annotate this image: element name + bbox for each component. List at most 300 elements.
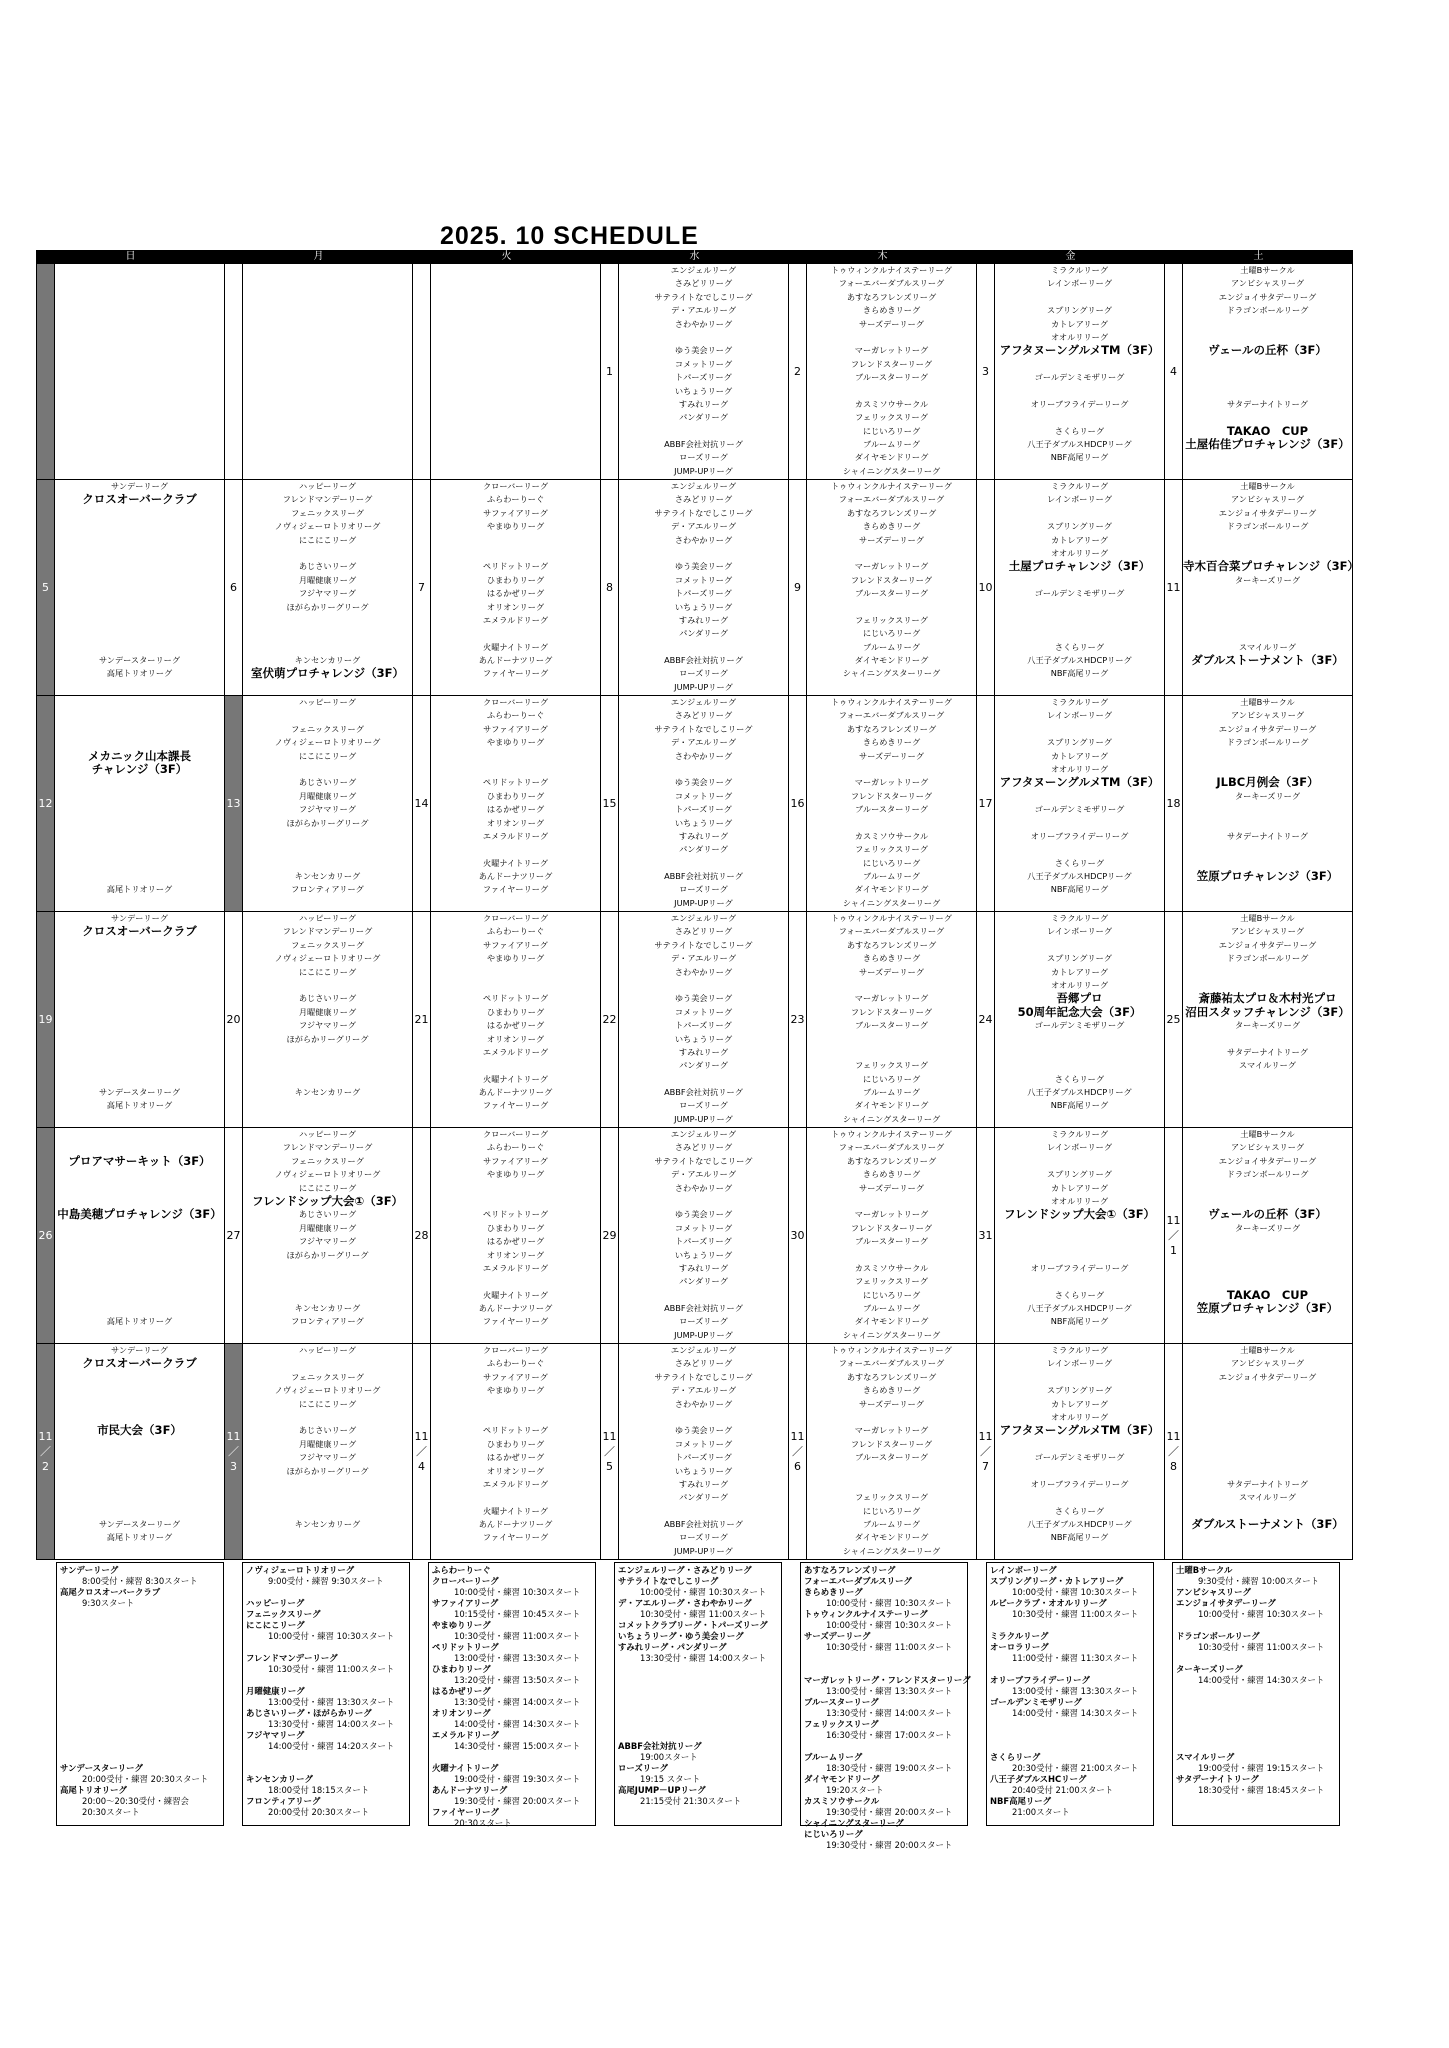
event-item: フレンドマンデーリーグ	[282, 926, 373, 937]
legend-spacer	[246, 1763, 406, 1774]
legend-time: 9:00受付・練習 9:30スタート	[268, 1576, 384, 1586]
event-item: JUMP-UPリーグ	[674, 1113, 733, 1124]
event-item: 八王子ダブルスHDCPリーグ	[1027, 1519, 1132, 1530]
day-number: 22	[601, 912, 619, 1128]
legend-spacer	[60, 1664, 220, 1675]
event-item: ABBF会社対抗リーグ	[664, 1303, 743, 1314]
event-item: ゴールデンミモザリーグ	[1034, 804, 1125, 815]
event-item: オリオンリーグ	[486, 601, 545, 612]
event-item: フレンドスターリーグ	[850, 790, 933, 801]
event-item: エメラルドリーグ	[482, 1478, 549, 1489]
event-item	[1183, 1451, 1352, 1464]
event-item: はるかぜリーグ	[486, 1020, 545, 1031]
event-item	[619, 1289, 788, 1302]
event-item: はるかぜリーグ	[486, 804, 545, 815]
event-item	[1183, 587, 1352, 600]
event-item: 高尾トリオリーグ	[106, 668, 173, 679]
event-item: さくらリーグ	[1054, 1505, 1105, 1516]
event-item: フレンドスターリーグ	[850, 1006, 933, 1017]
event-item: さみどリリーグ	[674, 710, 733, 721]
day-number: 9	[789, 480, 807, 696]
weekday-thu: 木	[789, 251, 977, 264]
event-item	[431, 1195, 600, 1208]
event-item: すみれリーグ	[678, 1478, 729, 1489]
event-item: フォーエバーダブルスリーグ	[838, 710, 945, 721]
event-highlight: クロスオーバークラブ	[82, 492, 197, 507]
event-item	[243, 1073, 412, 1086]
legend-time: 14:00受付・練習 14:30スタート	[454, 1719, 581, 1729]
legend-league-name: にこにこリーグ	[246, 1620, 305, 1630]
event-highlight: TAKAO CUP	[1226, 423, 1309, 438]
event-item: ハッピーリーグ	[299, 481, 356, 491]
event-item: ローズリーグ	[679, 668, 728, 679]
event-item: にじいろリーグ	[862, 628, 921, 639]
event-item: サーズデーリーグ	[859, 750, 924, 761]
legend-time: 13:00受付・練習 13:30スタート	[1012, 1686, 1139, 1696]
event-item	[995, 1371, 1164, 1384]
event-item: アンビシャスリーグ	[1230, 1358, 1305, 1369]
event-item: すみれリーグ	[678, 1262, 729, 1273]
day-cell	[243, 1344, 413, 1560]
event-item: フジヤマリーグ	[299, 1020, 356, 1031]
legend-league-name: はるかぜリーグ	[432, 1686, 491, 1696]
event-item	[995, 723, 1164, 736]
event-item	[1183, 966, 1352, 979]
legend-spacer	[1176, 1719, 1336, 1730]
event-item	[1183, 318, 1352, 331]
event-item	[995, 574, 1164, 587]
event-item: フレンドマンデーリーグ	[282, 1142, 373, 1153]
event-item: フレンドマンデーリーグ	[282, 494, 373, 505]
event-item	[55, 1465, 224, 1478]
event-item: ローズリーグ	[679, 884, 728, 895]
event-item	[1183, 1465, 1352, 1478]
event-highlight: 沼田スタッフチャレンジ（3F）	[1185, 1004, 1350, 1019]
event-item	[55, 843, 224, 856]
event-item: さわやかリーグ	[674, 1182, 733, 1193]
event-item	[55, 1128, 224, 1141]
event-item: パンダリーグ	[679, 412, 728, 423]
event-item: サタデーナイトリーグ	[1227, 1478, 1308, 1489]
event-item	[243, 641, 412, 654]
event-item	[55, 1073, 224, 1086]
event-item: アンビシャスリーグ	[1230, 278, 1305, 289]
event-item: レインボーリーグ	[1046, 926, 1113, 937]
event-highlight: ヴェールの丘杯（3F）	[1208, 1207, 1327, 1222]
legend-league-name: いちょうリーグ・ゆう美会リーグ	[618, 1631, 744, 1641]
event-item	[1183, 979, 1352, 992]
legend-box	[800, 1562, 971, 1850]
event-item: ミラクルリーグ	[1050, 481, 1109, 491]
event-item	[243, 1411, 412, 1424]
day-cell	[55, 1344, 225, 1560]
legend-time: 19:15 スタート	[640, 1774, 701, 1784]
event-item	[431, 1411, 600, 1424]
day-cell	[1183, 912, 1353, 1128]
legend-time: 11:00受付・練習 11:30スタート	[1012, 1653, 1139, 1663]
event-item: ブルースターリーグ	[855, 372, 928, 383]
event-item: いちょうリーグ	[674, 1465, 733, 1476]
event-item: きらめきリーグ	[862, 1385, 921, 1396]
event-item: オリーブフライデーリーグ	[1030, 830, 1129, 841]
event-item: やまゆりリーグ	[486, 521, 545, 532]
event-item: フジヤマリーグ	[299, 1236, 356, 1247]
event-item	[55, 1195, 224, 1208]
event-item: にこにこリーグ	[298, 1398, 357, 1409]
day-number: 15	[601, 696, 619, 912]
legend-spacer	[990, 1730, 1150, 1741]
event-item: さみどリリーグ	[674, 1142, 733, 1153]
event-highlight: アフタヌーングルメTM（3F）	[999, 775, 1160, 790]
legend-spacer	[246, 1752, 406, 1763]
event-item: ハッピーリーグ	[299, 697, 356, 707]
event-item	[619, 641, 788, 654]
event-item: 八王子ダブルスHDCPリーグ	[1027, 1303, 1132, 1314]
event-item	[243, 830, 412, 843]
event-item: 土曜Bサークル	[1240, 913, 1295, 923]
legend-spacer	[60, 1708, 220, 1719]
event-item: サンデーリーグ	[111, 481, 168, 491]
event-item: エンジェルリーグ	[670, 913, 737, 923]
legend-league-name: 高尾クロスオーバークラブ	[60, 1587, 161, 1597]
legend-spacer	[246, 1587, 406, 1598]
legend-league-name: さくらリーグ	[990, 1752, 1041, 1762]
event-item: はるかぜリーグ	[486, 1236, 545, 1247]
legend-league-name: ゴールデンミモザリーグ	[990, 1697, 1082, 1707]
event-item	[55, 966, 224, 979]
day-number	[37, 264, 55, 480]
event-item	[55, 1478, 224, 1491]
day-cell	[807, 1344, 977, 1560]
event-item: ABBF会社対抗リーグ	[664, 655, 743, 666]
event-item: サファイアリーグ	[483, 1371, 548, 1382]
event-item	[995, 1046, 1164, 1059]
legend-league-name: ハッピーリーグ	[246, 1598, 305, 1608]
event-item: JUMP-UPリーグ	[674, 681, 733, 692]
event-item: いちょうリーグ	[674, 385, 733, 396]
legend-league-name: デ・アエルリーグ・さわやかリーグ	[618, 1598, 752, 1608]
event-item	[995, 1059, 1164, 1072]
event-item	[995, 790, 1164, 803]
day-number: 1	[601, 264, 619, 480]
event-item: NBF高尾リーグ	[1050, 668, 1109, 679]
event-highlight: 笠原プロチャレンジ（3F）	[1196, 1301, 1339, 1316]
event-item	[431, 966, 600, 979]
event-item	[807, 1411, 976, 1424]
legend-spacer	[60, 1631, 220, 1642]
day-cell	[431, 1344, 601, 1560]
event-item	[55, 1046, 224, 1059]
event-item	[995, 601, 1164, 614]
event-item: ほがらかリーグリーグ	[286, 1465, 369, 1476]
day-cell	[995, 1344, 1165, 1560]
event-item: カスミソウサークル	[854, 1262, 929, 1273]
event-item	[619, 1505, 788, 1518]
event-item: JUMP-UPリーグ	[674, 897, 733, 908]
event-item: エメラルドリーグ	[482, 830, 549, 841]
event-item	[995, 1222, 1164, 1235]
event-item: あじさいリーグ	[298, 1209, 357, 1220]
legend-spacer	[804, 1653, 964, 1664]
day-cell	[995, 912, 1165, 1128]
legend-league-name: ABBF会社対抗リーグ	[618, 1741, 702, 1751]
event-item	[55, 1262, 224, 1275]
legend-time: 19:20スタート	[826, 1785, 884, 1795]
event-item: デ・アエルリーグ	[670, 1385, 737, 1396]
event-item: フォーエバーダブルスリーグ	[838, 494, 945, 505]
legend-league-name: すみれリーグ・パンダリーグ	[618, 1642, 727, 1652]
day-cell	[1183, 1128, 1353, 1344]
legend-league-name: ノヴィジェーロトリオリーグ	[246, 1565, 355, 1575]
event-item: ABBF会社対抗リーグ	[664, 1519, 743, 1530]
event-item: ペリドットリーグ	[482, 1425, 549, 1436]
event-item: ペリドットリーグ	[482, 993, 549, 1004]
event-item: やまゆりリーグ	[486, 1385, 545, 1396]
event-item: サンデーリーグ	[111, 913, 168, 923]
day-number: 7	[413, 480, 431, 696]
event-item: サーズデーリーグ	[859, 966, 924, 977]
event-item	[243, 1505, 412, 1518]
event-item: エンジョイサタデーリーグ	[1218, 939, 1317, 950]
event-item: サファイアリーグ	[483, 723, 548, 734]
day-cell	[619, 480, 789, 696]
event-item: フェリックスリーグ	[855, 1492, 928, 1503]
event-item: エンジェルリーグ	[670, 1345, 737, 1355]
legend-spacer	[432, 1752, 592, 1763]
event-item	[243, 763, 412, 776]
weekday-mon: 月	[225, 251, 413, 264]
event-item: 八王子ダブルスHDCPリーグ	[1027, 1087, 1132, 1098]
event-item: ターキーズリーグ	[1234, 574, 1301, 585]
event-item	[1183, 411, 1352, 424]
day-number: 19	[37, 912, 55, 1128]
event-item: ブルースターリーグ	[855, 1452, 928, 1463]
event-item	[55, 776, 224, 789]
event-item	[1183, 1411, 1352, 1424]
event-item: ハッピーリーグ	[299, 1129, 356, 1139]
day-cell	[431, 912, 601, 1128]
event-item: コメットリーグ	[674, 574, 733, 585]
event-item: カトレアリーグ	[1051, 1182, 1108, 1193]
event-item: ペリドットリーグ	[482, 1209, 549, 1220]
event-highlight: 吾郷プロ	[1056, 991, 1103, 1006]
event-item: サンデーリーグ	[111, 1345, 168, 1355]
event-item: ターキーズリーグ	[1234, 1020, 1301, 1031]
legend-time: 10:00受付・練習 10:30スタート	[268, 1631, 395, 1641]
event-item: にじいろリーグ	[862, 1505, 921, 1516]
event-item	[807, 763, 976, 776]
legend-time: 14:00受付・練習 14:30スタート	[1198, 1675, 1325, 1685]
event-item: ドラゴンボールリーグ	[1226, 953, 1309, 964]
event-item: ミラクルリーグ	[1050, 697, 1109, 707]
event-item: ゴールデンミモザリーグ	[1034, 1020, 1125, 1031]
event-item: レインボーリーグ	[1046, 1142, 1113, 1153]
event-item: 高尾トリオリーグ	[106, 1100, 173, 1111]
event-item	[1183, 1424, 1352, 1437]
event-item	[1183, 601, 1352, 614]
legend-box	[1172, 1562, 1340, 1826]
event-item: ノヴィジェーロトリオリーグ	[274, 1385, 381, 1396]
event-item: マーガレットリーグ	[854, 561, 929, 572]
legend-time: 10:15受付・練習 10:45スタート	[454, 1609, 581, 1619]
event-item: オオルリリーグ	[1050, 979, 1109, 990]
event-item	[55, 1451, 224, 1464]
event-item: 月曜健康リーグ	[298, 790, 357, 801]
legend-box	[614, 1562, 782, 1826]
event-item	[243, 1046, 412, 1059]
legend-league-name: コメットクラブリーグ・トパーズリーグ	[618, 1620, 768, 1630]
event-item: マーガレットリーグ	[854, 993, 929, 1004]
legend-spacer	[60, 1741, 220, 1752]
legend-time: 19:30受付・練習 20:00スタート	[826, 1840, 953, 1850]
event-item: フェニックスリーグ	[291, 507, 364, 518]
legend-spacer	[1176, 1741, 1336, 1752]
event-item	[431, 979, 600, 992]
event-item	[807, 1249, 976, 1262]
event-item: きらめきリーグ	[862, 953, 921, 964]
event-item: エンジェルリーグ	[670, 697, 737, 707]
event-item	[807, 601, 976, 614]
event-item: ブルースターリーグ	[855, 1236, 928, 1247]
event-item: 高尾トリオリーグ	[106, 1316, 173, 1327]
event-item: サーズデーリーグ	[859, 534, 924, 545]
event-item: ブルームリーグ	[863, 1519, 920, 1530]
day-number: 11 ／ 8	[1165, 1344, 1183, 1560]
event-item	[995, 1235, 1164, 1248]
event-item: ローズリーグ	[679, 1316, 728, 1327]
event-item: ファイヤーリーグ	[482, 884, 549, 895]
legend-spacer	[60, 1686, 220, 1697]
legend-league-name: アンビシャスリーグ	[1176, 1587, 1251, 1597]
event-item: 月曜健康リーグ	[298, 1006, 357, 1017]
legend-league-name: ローズリーグ	[618, 1763, 668, 1773]
day-number: 17	[977, 696, 995, 912]
day-cell	[243, 696, 413, 912]
event-item	[243, 843, 412, 856]
event-item: ふらわーりーぐ	[486, 926, 545, 937]
event-item: オリオンリーグ	[486, 1033, 545, 1044]
event-item	[431, 843, 600, 856]
event-item: ふらわーりーぐ	[486, 494, 545, 505]
week-row	[37, 696, 1353, 912]
event-item: パンダリーグ	[679, 844, 728, 855]
event-highlight: 土屋佑佳プロチャレンジ（3F）	[1185, 437, 1350, 452]
event-item	[995, 507, 1164, 520]
event-item: トパーズリーグ	[675, 1452, 732, 1463]
event-item: ノヴィジェーロトリオリーグ	[274, 953, 381, 964]
legend-spacer	[60, 1697, 220, 1708]
legend-box	[56, 1562, 224, 1826]
legend-time: 10:00受付・練習 10:30スタート	[826, 1598, 953, 1608]
event-item: シャイニングスターリーグ	[842, 897, 941, 908]
legend-time: 10:30受付・練習 11:00スタート	[1198, 1642, 1325, 1652]
event-highlight: アフタヌーングルメTM（3F）	[999, 1423, 1160, 1438]
event-item	[619, 979, 788, 992]
legend-box	[242, 1562, 410, 1826]
event-item: 火曜ナイトリーグ	[483, 1289, 548, 1300]
event-item: シャイニングスターリーグ	[842, 1545, 941, 1556]
event-item: ダイヤモンドリーグ	[854, 655, 929, 666]
legend-spacer	[804, 1664, 964, 1675]
day-cell	[55, 912, 225, 1128]
event-item: にこにこリーグ	[298, 534, 357, 545]
event-item: カスミソウサークル	[854, 398, 929, 409]
day-number: 21	[413, 912, 431, 1128]
event-item: さくらリーグ	[1054, 857, 1105, 868]
day-cell	[431, 264, 601, 480]
event-item: キンセンカリーグ	[294, 655, 361, 666]
event-item: カトレアリーグ	[1051, 966, 1108, 977]
legend-time: 20:00〜20:30受付・練習会	[82, 1796, 189, 1806]
event-item: さくらリーグ	[1054, 1073, 1105, 1084]
event-item	[55, 574, 224, 587]
event-item: ドラゴンボールリーグ	[1226, 737, 1309, 748]
event-item	[55, 641, 224, 654]
day-number: 12	[37, 696, 55, 912]
event-item: さくらリーグ	[1054, 1289, 1105, 1300]
day-number: 2	[789, 264, 807, 480]
event-item: ドラゴンボールリーグ	[1226, 521, 1309, 532]
event-item: オリーブフライデーリーグ	[1030, 398, 1129, 409]
event-item: さみどリリーグ	[674, 1358, 733, 1369]
event-item	[55, 1491, 224, 1504]
event-item: サテライトなでしこリーグ	[654, 1155, 753, 1166]
legend-spacer	[618, 1708, 778, 1719]
event-item	[55, 803, 224, 816]
event-item: トゥウィンクルナイステーリーグ	[831, 1345, 952, 1355]
event-item: デ・アエルリーグ	[670, 305, 737, 316]
event-item: サテライトなでしこリーグ	[654, 1371, 753, 1382]
event-item: ゴールデンミモザリーグ	[1034, 372, 1125, 383]
event-item: 八王子ダブルスHDCPリーグ	[1027, 439, 1132, 450]
legend-time: 20:30スタート	[82, 1807, 140, 1817]
event-item: 火曜ナイトリーグ	[483, 1505, 548, 1516]
event-item: ひまわりリーグ	[486, 1222, 545, 1233]
week-row	[37, 1128, 1353, 1344]
event-item: オオルリリーグ	[1050, 547, 1109, 558]
event-item: トパーズリーグ	[675, 1020, 732, 1031]
legend-league-name: フェニックスリーグ	[246, 1609, 321, 1619]
event-item	[995, 939, 1164, 952]
event-highlight: JLBC月例会（3F）	[1216, 775, 1319, 790]
day-cell	[807, 696, 977, 912]
event-item: ハッピーリーグ	[299, 1345, 356, 1355]
event-item: ABBF会社対抗リーグ	[664, 1087, 743, 1098]
event-item: 月曜健康リーグ	[298, 1438, 357, 1449]
event-item: ふらわーりーぐ	[486, 1358, 545, 1369]
event-item: デ・アエルリーグ	[670, 953, 737, 964]
event-item: ゴールデンミモザリーグ	[1034, 588, 1125, 599]
event-highlight: TAKAO CUP	[1226, 1287, 1309, 1302]
event-item: サンデースターリーグ	[98, 1519, 181, 1530]
legend-time: 20:40受付 21:00スタート	[1012, 1785, 1114, 1795]
legend-spacer	[618, 1719, 778, 1730]
legend-league-name: にじいろリーグ	[804, 1829, 863, 1839]
day-number: 23	[789, 912, 807, 1128]
day-number: 4	[1165, 264, 1183, 480]
event-item: デ・アエルリーグ	[670, 521, 737, 532]
legend-time: 10:00受付・練習 10:30スタート	[1198, 1609, 1325, 1619]
event-item	[55, 1006, 224, 1019]
day-number: 11 ／ 1	[1165, 1128, 1183, 1344]
event-item: あんドーナツリーグ	[478, 1303, 553, 1314]
day-number: 11 ／ 4	[413, 1344, 431, 1560]
event-item: コメットリーグ	[674, 1222, 733, 1233]
day-number: 26	[37, 1128, 55, 1344]
legend-spacer	[60, 1642, 220, 1653]
event-item	[995, 1465, 1164, 1478]
legend-league-name: フレンドマンデーリーグ	[246, 1653, 338, 1663]
